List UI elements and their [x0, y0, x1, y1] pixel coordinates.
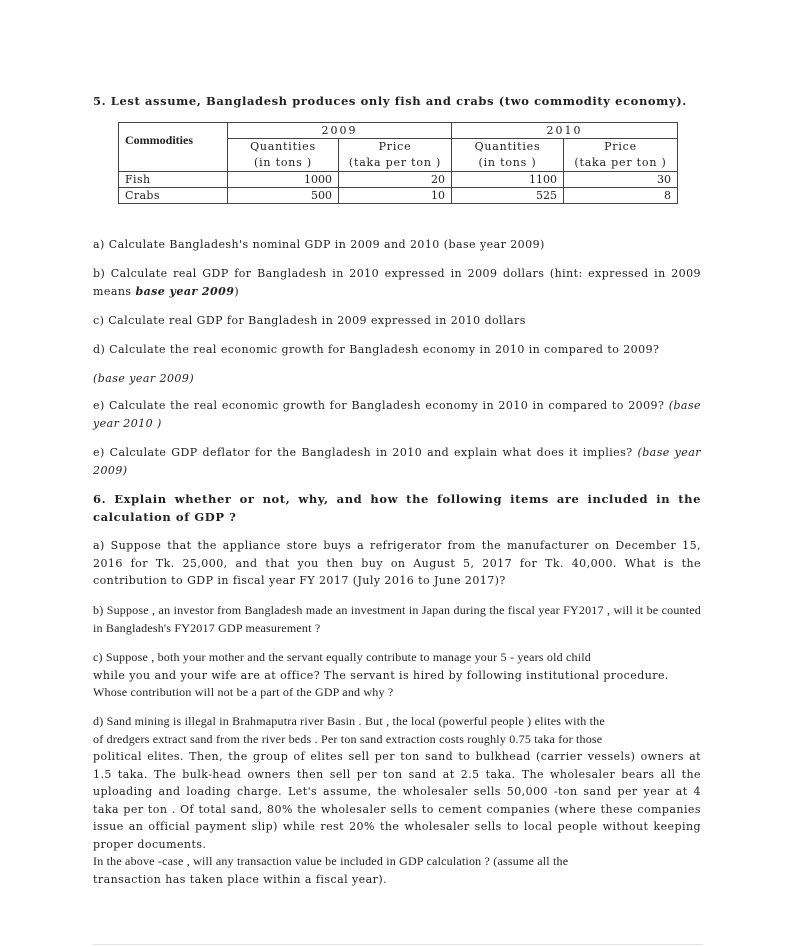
- question-5-title: 5. Lest assume, Bangladesh produces only fish and crabs (two commodity economy).: [93, 94, 687, 108]
- question-6c: c) Suppose , both your mother and the servant equally contribute to manage your 5 - years old child while you and your wife are at office? The servant is hired by following institutional procedure. Whose contribution will not be a part of the GDP and why ?: [93, 650, 669, 699]
- year-2010-header: 2010: [452, 123, 678, 139]
- question-5e-growth: e) Calculate the real economic growth for Bangladesh economy in 2010 in compared to 2009? (base year 2010 ): [93, 399, 701, 430]
- commodity-table: [118, 122, 678, 204]
- question-6d: d) Sand mining is illegal in Brahmaputra river Basin . But , the local (powerful people ) elites with the of dredgers extract sand from the river beds . Per ton sand extraction costs roughly 0.75 taka for those political elites. Then, the group of elites sell per ton sand to bulkhead (carrier vessels) owners at 1.5 taka. The bulk-head owners then sell per ton sand at 2.5 taka. The wholesaler bears all the uploading and loading charge. Let's assume, the wholesaler sells 50,000 -ton sand per year at 4 taka per ton . Of total sand, 80% the wholesaler sells to cement companies (where these companies issue an official payment slip) while rest 20% the wholesaler sells to local people without keeping proper documents. In the above -case , will any transaction value be included in GDP calculation ? (assume all the transaction has taken place within a fiscal year).: [93, 714, 701, 886]
- quantity-cell: 525: [452, 188, 564, 204]
- price-cell: 8: [564, 188, 678, 204]
- table-row: [119, 188, 678, 204]
- question-5d: d) Calculate the real economic growth for Bangladesh economy in 2010 in compared to 2009?: [93, 343, 660, 356]
- price-cell: 30: [564, 172, 678, 188]
- commodities-header: Commodities: [119, 123, 228, 172]
- question-5e-deflator: e) Calculate GDP deflator for the Bangladesh in 2010 and explain what does it implies? (base year 2009): [93, 446, 701, 477]
- commodity-name: Fish: [119, 172, 228, 188]
- question-5b: b) Calculate real GDP for Bangladesh in 2010 expressed in 2009 dollars (hint: expressed in 2009 means base year 2009): [93, 267, 701, 298]
- table-row: [119, 172, 678, 188]
- price-cell: 20: [339, 172, 452, 188]
- question-6a: a) Suppose that the appliance store buys a refrigerator from the manufacturer on December 15, 2016 for Tk. 25,000, and that you then buy on August 5, 2017 for Tk. 40,000. What is the contribution to GDP in fiscal year FY 2017 (July 2016 to June 2017)?: [93, 539, 701, 587]
- question-6b: b) Suppose , an investor from Bangladesh made an investment in Japan during the fiscal year FY2017 , will it be counted in Bangladesh's FY2017 GDP measurement ?: [93, 603, 701, 635]
- question-6-title: 6. Explain whether or not, why, and how the following items are included in the calculation of GDP ?: [93, 492, 701, 524]
- price-cell: 10: [339, 188, 452, 204]
- question-5c: c) Calculate real GDP for Bangladesh in 2009 expressed in 2010 dollars: [93, 314, 526, 327]
- page-divider: [93, 944, 703, 945]
- price-header-2009: Price (taka per ton ): [339, 139, 452, 172]
- commodity-name: Crabs: [119, 188, 228, 204]
- price-header-2010: Price (taka per ton ): [564, 139, 678, 172]
- question-5a: a) Calculate Bangladesh's nominal GDP in 2009 and 2010 (base year 2009): [93, 238, 545, 251]
- quantity-header-2010: Quantities (in tons ): [452, 139, 564, 172]
- quantity-cell: 500: [228, 188, 339, 204]
- quantity-cell: 1100: [452, 172, 564, 188]
- quantity-header-2009: Quantities (in tons ): [228, 139, 339, 172]
- question-5d-base-year: (base year 2009): [93, 372, 195, 385]
- year-2009-header: 2009: [228, 123, 452, 139]
- quantity-cell: 1000: [228, 172, 339, 188]
